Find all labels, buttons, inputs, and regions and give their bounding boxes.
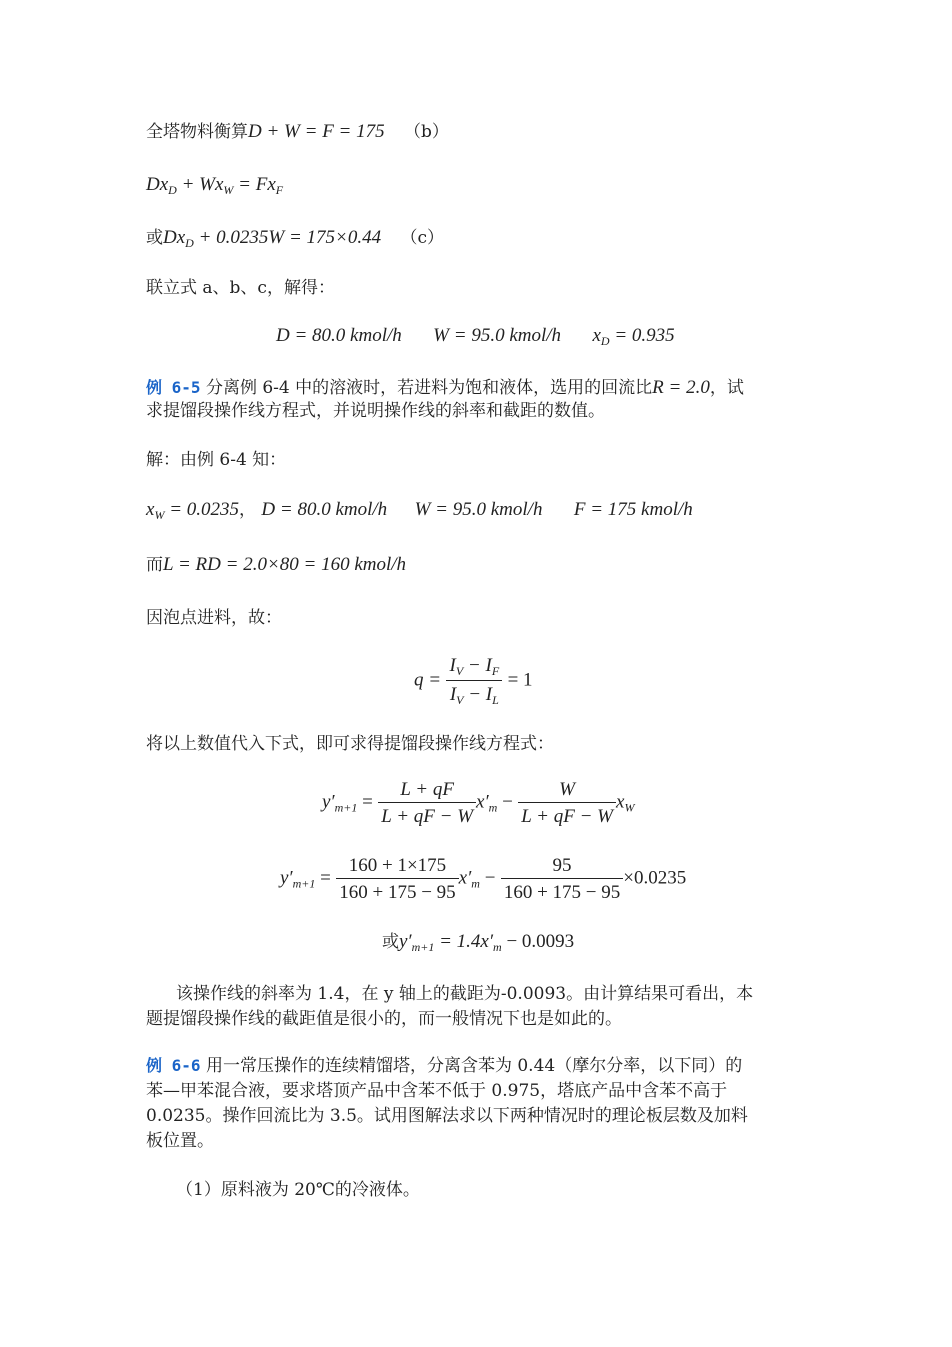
math-term: x′ <box>458 867 472 889</box>
fraction-1 <box>336 856 458 902</box>
math-term: = <box>357 791 373 813</box>
math-term: L = RD = 2.0×80 = 160 kmol/h <box>163 554 407 575</box>
text: 因泡点进料，故： <box>146 608 282 628</box>
solve-text <box>146 280 335 297</box>
fraction-2 <box>501 856 623 902</box>
subscript: D <box>600 334 610 348</box>
results-line <box>276 326 675 347</box>
math-term: ×0.0235 <box>623 867 687 889</box>
stripping-line-final-equation <box>382 932 574 953</box>
subscript: m+1 <box>411 940 435 954</box>
math-term: x <box>146 499 155 520</box>
math-term: I <box>449 655 456 676</box>
prefix-text: 而 <box>146 555 163 575</box>
math-term: + 0.0235W = 175×0.44 <box>193 227 382 248</box>
known-values-line <box>146 500 693 521</box>
example-6-6-line3 <box>146 1108 748 1125</box>
fraction-1 <box>378 780 476 826</box>
case-1-item <box>176 1182 420 1199</box>
denominator: L + qF − W <box>521 806 613 827</box>
subscript: m+1 <box>334 800 358 815</box>
denominator: L + qF − W <box>381 806 474 827</box>
text: 解：由例 6-4 知： <box>146 450 287 470</box>
subscript: W <box>624 800 635 815</box>
math-term: Dx <box>163 227 186 248</box>
text: ，试 <box>709 378 744 398</box>
math-term: y′ <box>280 867 293 889</box>
example-label: 例 6-6 <box>146 1056 201 1075</box>
subscript: F <box>275 183 284 197</box>
slope-paragraph-line1 <box>176 986 753 1003</box>
result-xD: x <box>592 325 601 346</box>
subscript: D <box>185 236 194 250</box>
text: 苯—甲苯混合液，要求塔顶产品中含苯不低于 0.975，塔底产品中含苯不高于 <box>146 1081 728 1101</box>
subscript: F <box>491 664 500 678</box>
subscript: V <box>455 664 464 678</box>
text: 板位置。 <box>146 1131 214 1151</box>
slope-paragraph-line2 <box>146 1011 622 1028</box>
denominator: 160 + 175 − 95 <box>503 882 621 903</box>
reflux-line <box>146 555 406 574</box>
math-term: F = 175 kmol/h <box>573 499 693 520</box>
subscript: m+1 <box>292 876 316 891</box>
stripping-line-numeric-equation <box>280 856 686 902</box>
text: 0.0235。操作回流比为 3.5。试用图解法求以下两种情况时的理论板层数及加料 <box>146 1106 748 1126</box>
equation-tag: （b） <box>404 122 449 142</box>
math-term: = Fx <box>233 174 276 195</box>
example-6-6-line4 <box>146 1133 214 1150</box>
numerator: 160 + 1×175 <box>336 856 458 879</box>
math-term: − 0.0093 <box>501 931 575 952</box>
example-label: 例 6-5 <box>146 378 201 397</box>
math-term: − I <box>463 684 493 705</box>
math-term: = 1 <box>507 669 533 691</box>
result-D: D = 80.0 kmol/h <box>276 325 402 346</box>
balance-equation-c <box>146 228 444 249</box>
example-6-5-line1 <box>146 378 744 397</box>
text: 用一常压操作的连续精馏塔，分离含苯为 0.44（摩尔分率，以下同）的 <box>205 1056 743 1076</box>
subscript: m <box>488 800 498 815</box>
bubble-point-text <box>146 610 282 627</box>
text: （1）原料液为 20℃的冷液体。 <box>176 1180 420 1200</box>
material-balance-line <box>146 122 449 141</box>
example-6-5-line2 <box>146 403 605 420</box>
subscript: W <box>154 508 165 522</box>
subscript: V <box>456 693 464 707</box>
q-fraction <box>446 656 502 706</box>
q-equation <box>414 656 533 706</box>
substitute-text <box>146 736 554 753</box>
denominator: 160 + 175 − 95 <box>339 882 456 903</box>
numerator: L + qF <box>378 780 476 803</box>
result-xD-value: = 0.935 <box>609 325 675 346</box>
stripping-line-general-equation <box>322 780 634 826</box>
math-term: D = 80.0 kmol/h <box>261 499 388 520</box>
text: 将以上数值代入下式，即可求得提馏段操作线方程式： <box>146 734 554 754</box>
example-6-6-line2 <box>146 1083 727 1100</box>
component-balance-equation <box>146 175 283 196</box>
math-term: = <box>315 867 331 889</box>
math-term: I <box>449 684 457 705</box>
math-term: − I <box>463 655 492 676</box>
math-term: W = 95.0 kmol/h <box>414 499 543 520</box>
numerator: 95 <box>501 856 623 879</box>
math-term: y′ <box>399 931 412 952</box>
math-term: x <box>616 791 625 813</box>
text: 联立式 a、b、c，解得： <box>146 278 335 298</box>
result-W: W = 95.0 kmol/h <box>433 325 562 346</box>
subscript: m <box>493 940 502 954</box>
equation-tag: （c） <box>400 228 445 248</box>
example-6-6-line1 <box>146 1058 742 1075</box>
equation: D + W = F = 175 <box>248 121 385 142</box>
math-term: Dx <box>146 174 169 195</box>
text: 题提馏段操作线的截距值是很小的，而一般情况下也是如此的。 <box>146 1009 622 1029</box>
math-term: + Wx <box>176 174 224 195</box>
prefix-text: 或 <box>146 228 163 248</box>
comma: ， <box>239 500 257 520</box>
numerator: W <box>518 780 616 803</box>
math-term: = 0.0235 <box>164 499 240 520</box>
subscript: m <box>471 876 480 891</box>
math-term: q = <box>414 669 442 691</box>
solution-intro <box>146 452 286 469</box>
math-term: x′ <box>476 791 489 813</box>
text: 该操作线的斜率为 1.4，在 y 轴上的截距为-0.0093。由计算结果可看出，本 <box>176 984 754 1004</box>
math-term: = 1.4x′ <box>434 931 494 952</box>
subscript: W <box>223 183 234 197</box>
fraction-2 <box>518 780 616 826</box>
text: 求提馏段操作线方程式，并说明操作线的斜率和截距的数值。 <box>146 401 605 421</box>
math-term: R = 2.0 <box>652 377 710 398</box>
text: 全塔物料衡算 <box>146 122 248 142</box>
subscript: D <box>168 183 177 197</box>
math-term: y′ <box>322 791 335 813</box>
math-term: − <box>479 867 496 889</box>
text: 分离例 6-4 中的溶液时，若进料为饱和液体，选用的回流比 <box>205 378 653 398</box>
math-term: − <box>497 791 513 813</box>
subscript: L <box>492 693 499 707</box>
prefix-text: 或 <box>382 932 399 952</box>
